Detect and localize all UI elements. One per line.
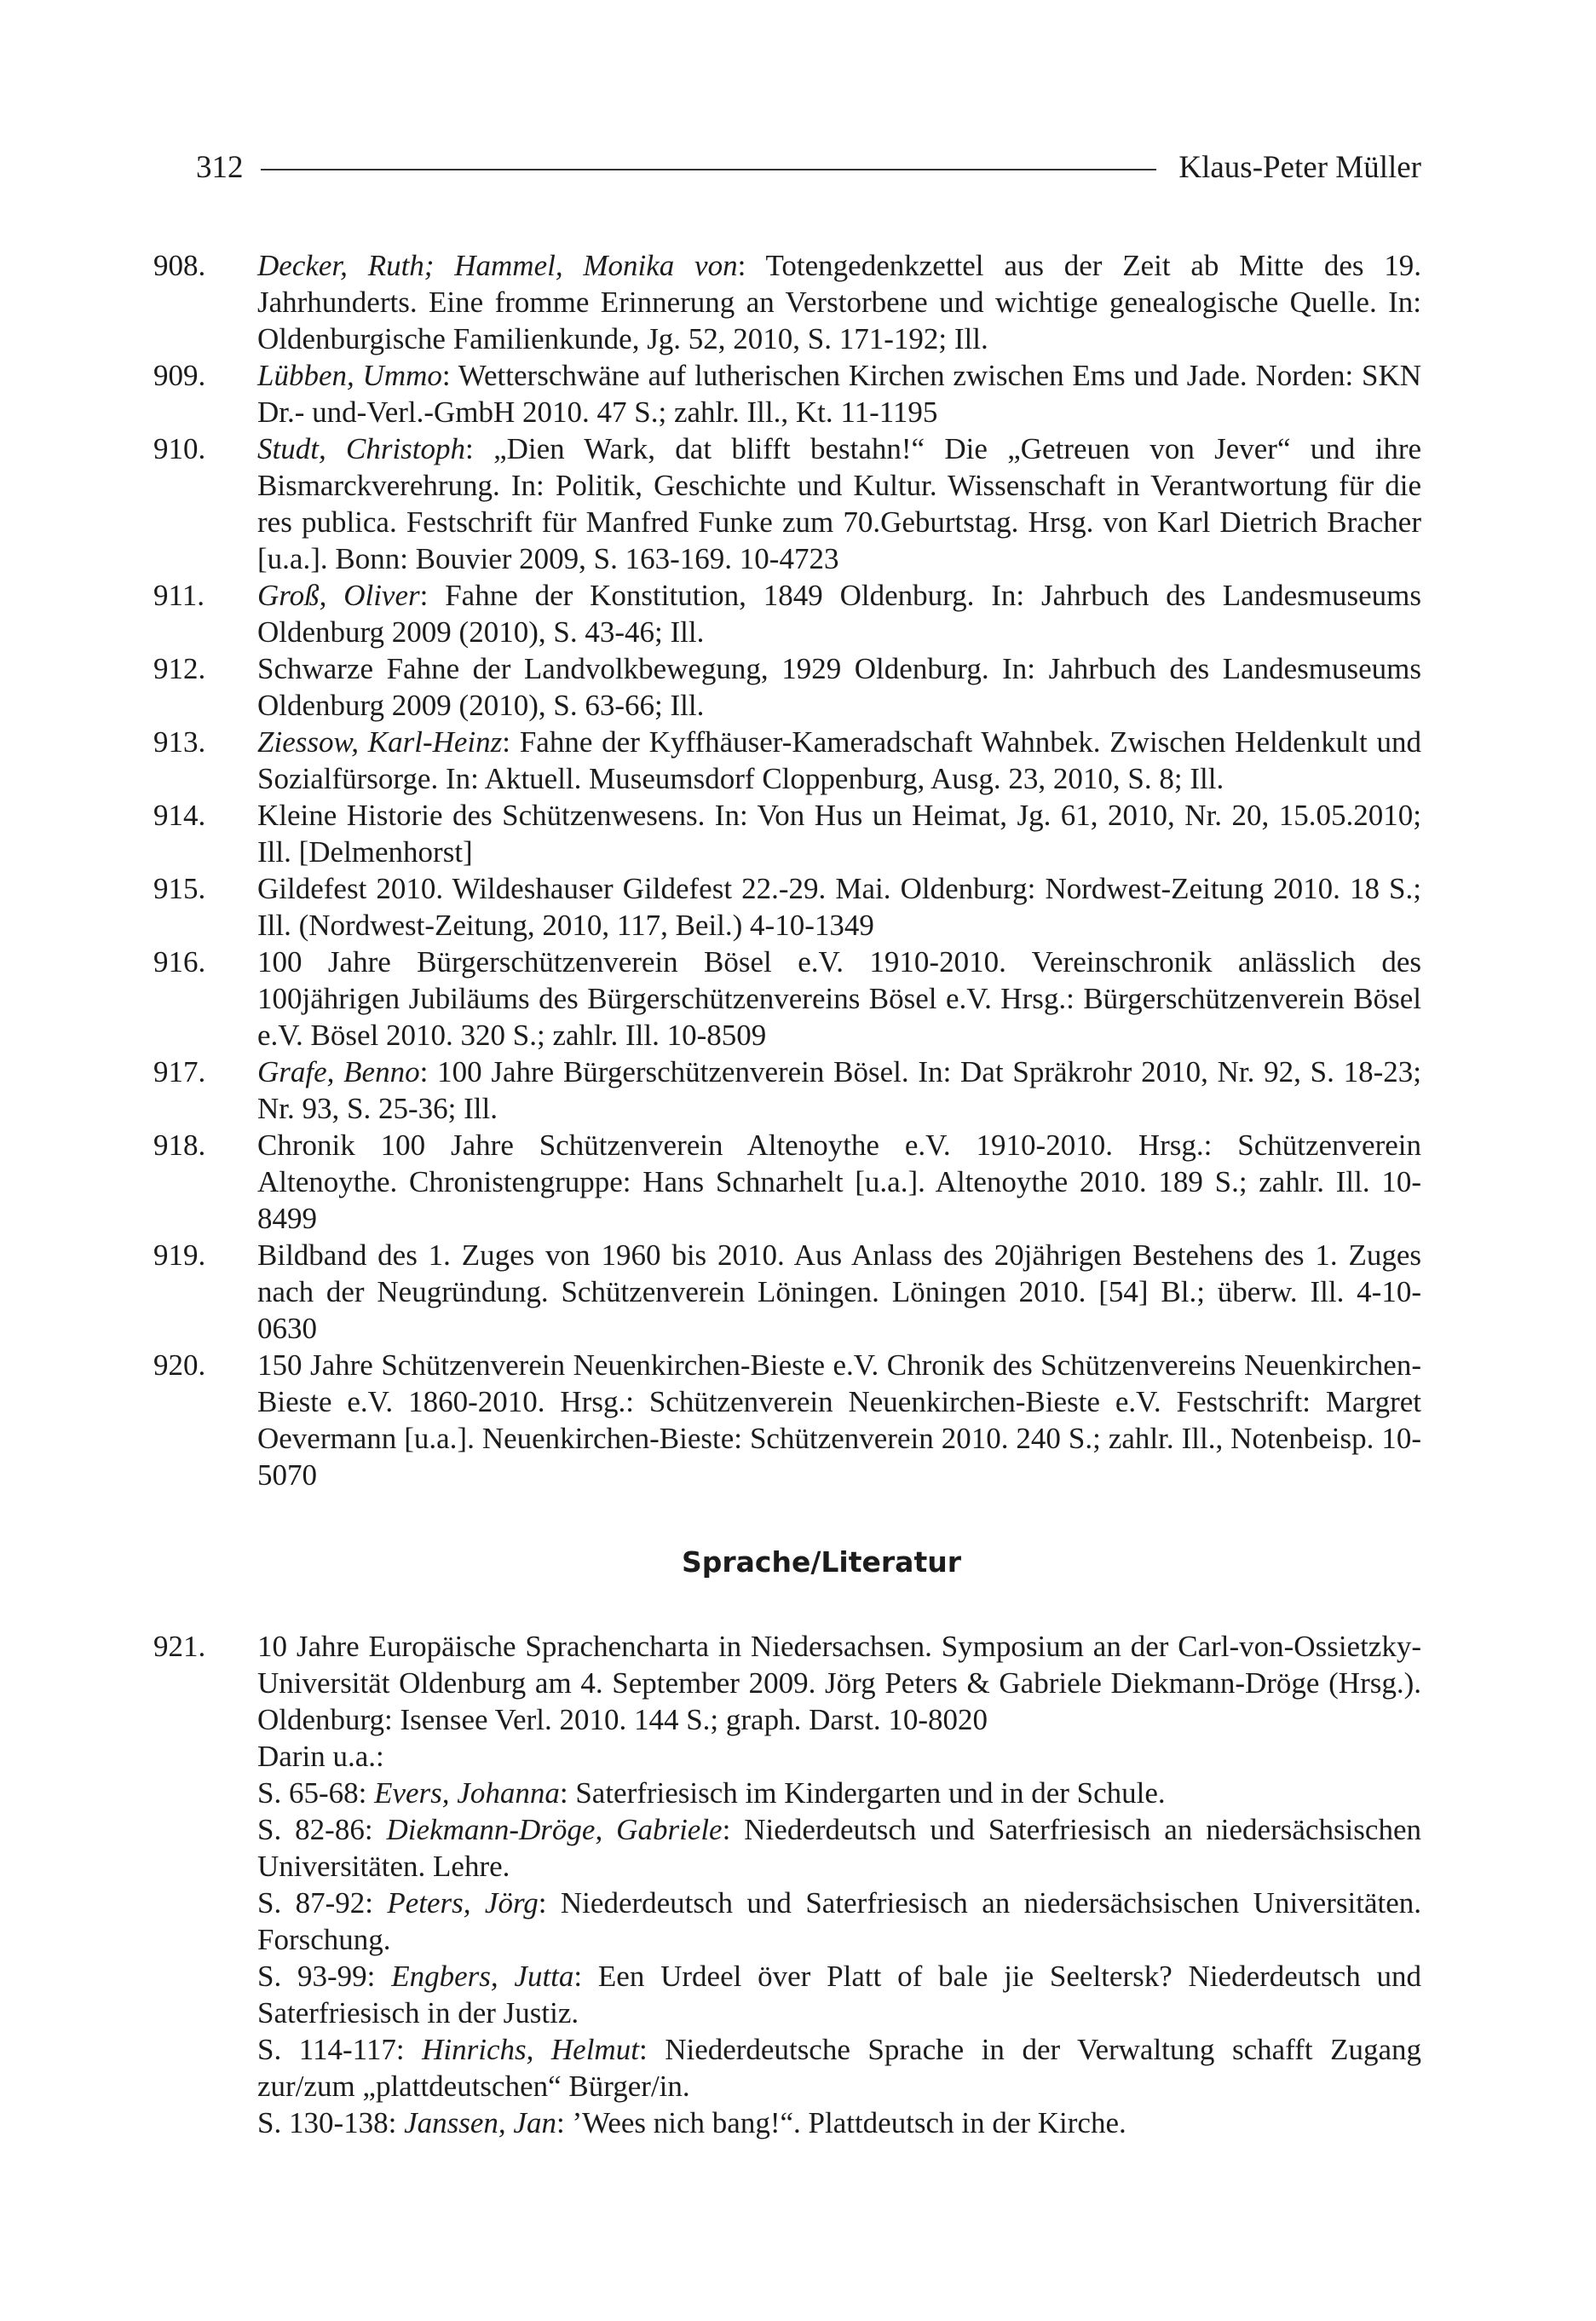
entry-body: : „Dien Wark, dat blifft bestahn!“ Die „Getreuen von Jever“ und ihre Bismarckverehrung. In: Politik, Geschichte und Kultur. Wissenschaft in Verantwortung für die res publica. Festschrift für Manfred Funke zum 70.Geburtstag. Hrsg. von Karl Dietrich Bracher [u.a.]. Bonn: Bouvier 2009, S. 163-169. 10-4723	[257, 432, 1422, 575]
running-author: Klaus-Peter Müller	[1178, 149, 1421, 185]
entry-author: Studt, Christoph	[257, 432, 466, 465]
bib-entry-910	[153, 430, 1421, 577]
entry-number: 915.	[153, 872, 206, 905]
entry-body: Chronik 100 Jahre Schützenverein Altenoythe e.V. 1910-2010. Hrsg.: Schützenverein Altenoythe. Chronistengruppe: Hans Schnarhelt [u.a.]. Altenoythe 2010. 189 S.; zahlr. Ill. 10-8499	[257, 1129, 1421, 1235]
page-number: 312	[196, 149, 244, 185]
entry-number: 919.	[153, 1238, 206, 1272]
bib-entry-913	[153, 724, 1421, 797]
entry-author: Lübben, Ummo	[257, 359, 442, 392]
entry-body: 10 Jahre Europäische Sprachencharta in Niedersachsen. Symposium an der Carl-von-Ossietzky-Universität Oldenburg am 4. September 2009. Jörg Peters & Gabriele Diekmann-Dröge (Hrsg.). Oldenburg: Isensee Verl. 2010. 144 S.; graph. Darst. 10-8020	[257, 1630, 1421, 1736]
entry-text	[257, 724, 1421, 797]
entry-text	[257, 1054, 1421, 1127]
sub-pages: S. 114-117:	[257, 2033, 423, 2066]
entry-body: : Wetterschwäne auf lutherischen Kirchen zwischen Ems und Jade. Norden: SKN Dr.- und-Verl.-GmbH 2010. 47 S.; zahlr. Ill., Kt. 11-1195	[257, 359, 1422, 429]
entry-text	[257, 944, 1421, 1054]
sub-entry	[257, 2104, 1421, 2141]
sub-entry	[257, 2031, 1421, 2104]
sub-author: Janssen, Jan	[404, 2106, 556, 2139]
sub-pages: S. 65-68:	[257, 1776, 375, 1810]
sub-author: Diekmann-Dröge, Gabriele	[386, 1813, 723, 1846]
sub-entry	[257, 1885, 1421, 1958]
sub-text: : Niederdeutsch und Saterfriesisch an niedersächsischen Universitäten. Forschung.	[257, 1886, 1421, 1956]
entry-number: 909.	[153, 359, 206, 392]
bib-entry-919	[153, 1237, 1421, 1347]
entry-body: Bildband des 1. Zuges von 1960 bis 2010. Aus Anlass des 20jährigen Bestehens des 1. Zuges nach der Neugründung. Schützenverein Löningen. Löningen 2010. [54] Bl.; überw. Ill. 4-10-0630	[257, 1238, 1421, 1345]
sub-author: Engbers, Jutta	[391, 1960, 574, 1993]
sub-author: Hinrichs, Helmut	[422, 2033, 639, 2066]
sub-pages: S. 130-138:	[257, 2106, 405, 2139]
bib-entry-915	[153, 870, 1421, 944]
sub-pages: S. 87-92:	[257, 1886, 388, 1920]
entry-body: Kleine Historie des Schützenwesens. In: Von Hus un Heimat, Jg. 61, 2010, Nr. 20, 15.05.2010; Ill. [Delmenhorst]	[257, 799, 1421, 869]
entry-body: : Fahne der Konstitution, 1849 Oldenburg. In: Jahrbuch des Landesmuseums Oldenburg 2009 (2010), S. 43-46; Ill.	[257, 579, 1421, 649]
entry-number: 914.	[153, 799, 206, 832]
bib-entry-908	[153, 247, 1421, 357]
bib-entry-920	[153, 1347, 1421, 1493]
entry-author: Ziessow, Karl-Heinz	[257, 725, 503, 759]
sub-text: : Niederdeutsch und Saterfriesisch an niedersächsischen Universitäten. Lehre.	[257, 1813, 1421, 1883]
header-rule	[261, 169, 1157, 170]
bib-entry-921	[153, 1628, 1421, 2141]
entry-text	[257, 1347, 1421, 1493]
entry-text	[257, 247, 1421, 357]
entry-text	[257, 1237, 1421, 1347]
sub-author: Peters, Jörg	[387, 1886, 539, 1920]
entry-body: : Totengedenkzettel aus der Zeit ab Mitte des 19. Jahrhunderts. Eine fromme Erinnerung an Verstorbene und wichtige genealogische Quelle. In: Oldenburgische Familienkunde, Jg. 52, 2010, S. 171-192; Ill.	[257, 249, 1422, 355]
sub-pages: S. 82-86:	[257, 1813, 387, 1846]
entry-number: 917.	[153, 1055, 206, 1088]
entry-body: : Fahne der Kyffhäuser-Kameradschaft Wahnbek. Zwischen Heldenkult und Sozialfürsorge. In: Aktuell. Museumsdorf Cloppenburg, Ausg. 23, 2010, S. 8; Ill.	[257, 725, 1421, 795]
running-header	[196, 143, 1421, 191]
sub-text: : Een Urdeel över Platt of bale jie Seeltersk? Niederdeutsch und Saterfriesisch in der Justiz.	[257, 1960, 1421, 2029]
section-heading: Sprache/Literatur	[681, 1545, 961, 1579]
entry-text	[257, 1628, 1421, 2141]
entry-body: Schwarze Fahne der Landvolkbewegung, 1929 Oldenburg. In: Jahrbuch des Landesmuseums Oldenburg 2009 (2010), S. 63-66; Ill.	[257, 652, 1421, 722]
entry-body: : 100 Jahre Bürgerschützenverein Bösel. In: Dat Spräkrohr 2010, Nr. 92, S. 18-23; Nr. 93, S. 25-36; Ill.	[257, 1055, 1421, 1125]
entry-number: 913.	[153, 725, 206, 759]
bib-entry-912	[153, 650, 1421, 724]
entry-number: 921.	[153, 1630, 206, 1663]
sub-entry	[257, 1811, 1421, 1885]
entry-author: Decker, Ruth; Hammel, Monika von	[257, 249, 738, 282]
entry-text	[257, 797, 1421, 870]
bib-entry-916	[153, 944, 1421, 1054]
entry-text	[257, 577, 1421, 650]
entry-body: Gildefest 2010. Wildeshauser Gildefest 22.-29. Mai. Oldenburg: Nordwest-Zeitung 2010. 18 S.; Ill. (Nordwest-Zeitung, 2010, 117, Beil.) 4-10-1349	[257, 872, 1421, 942]
page-body	[153, 247, 1421, 2141]
bib-entry-911	[153, 577, 1421, 650]
entry-text	[257, 1127, 1421, 1237]
darin-label: Darin u.a.:	[257, 1740, 384, 1773]
entry-text	[257, 430, 1421, 577]
entry-number: 910.	[153, 432, 206, 465]
entry-body: 150 Jahre Schützenverein Neuenkirchen-Bieste e.V. Chronik des Schützenvereins Neuenkirchen-Bieste e.V. 1860-2010. Hrsg.: Schützenverein Neuenkirchen-Bieste e.V. Festschrift: Margret Oevermann [u.a.]. Neuenkirchen-Bieste: Schützenverein 2010. 240 S.; zahlr. Ill., Notenbeisp. 10-5070	[257, 1348, 1421, 1492]
sub-author: Evers, Johanna	[374, 1776, 560, 1810]
entry-number: 908.	[153, 249, 206, 282]
entry-number: 918.	[153, 1129, 206, 1162]
entry-number: 920.	[153, 1348, 206, 1382]
entry-body: 100 Jahre Bürgerschützenverein Bösel e.V. 1910-2010. Vereinschronik anlässlich des 100jährigen Jubiläums des Bürgerschützenvereins Bösel e.V. Hrsg.: Bürgerschützenverein Bösel e.V. Bösel 2010. 320 S.; zahlr. Ill. 10-8509	[257, 945, 1421, 1052]
entry-number: 916.	[153, 945, 206, 979]
bib-entry-918	[153, 1127, 1421, 1237]
entry-number: 911.	[153, 579, 205, 612]
sub-text: : Saterfriesisch im Kindergarten und in der Schule.	[559, 1776, 1166, 1810]
sub-pages: S. 93-99:	[257, 1960, 392, 1993]
entry-text	[257, 870, 1421, 944]
sub-entry	[257, 1958, 1421, 2031]
entry-author: Groß, Oliver	[257, 579, 420, 612]
entry-text	[257, 650, 1421, 724]
entry-author: Grafe, Benno	[257, 1055, 420, 1088]
bib-entry-909	[153, 357, 1421, 430]
entry-text	[257, 357, 1421, 430]
sub-text: : ’Wees nich bang!“. Plattdeutsch in der Kirche.	[556, 2106, 1126, 2139]
bib-entry-917	[153, 1054, 1421, 1127]
entry-number: 912.	[153, 652, 206, 685]
sub-text: : Niederdeutsche Sprache in der Verwaltung schafft Zugang zur/zum „plattdeutschen“ Bürger/in.	[257, 2033, 1421, 2103]
bib-entry-914	[153, 797, 1421, 870]
sub-entry	[257, 1775, 1421, 1811]
